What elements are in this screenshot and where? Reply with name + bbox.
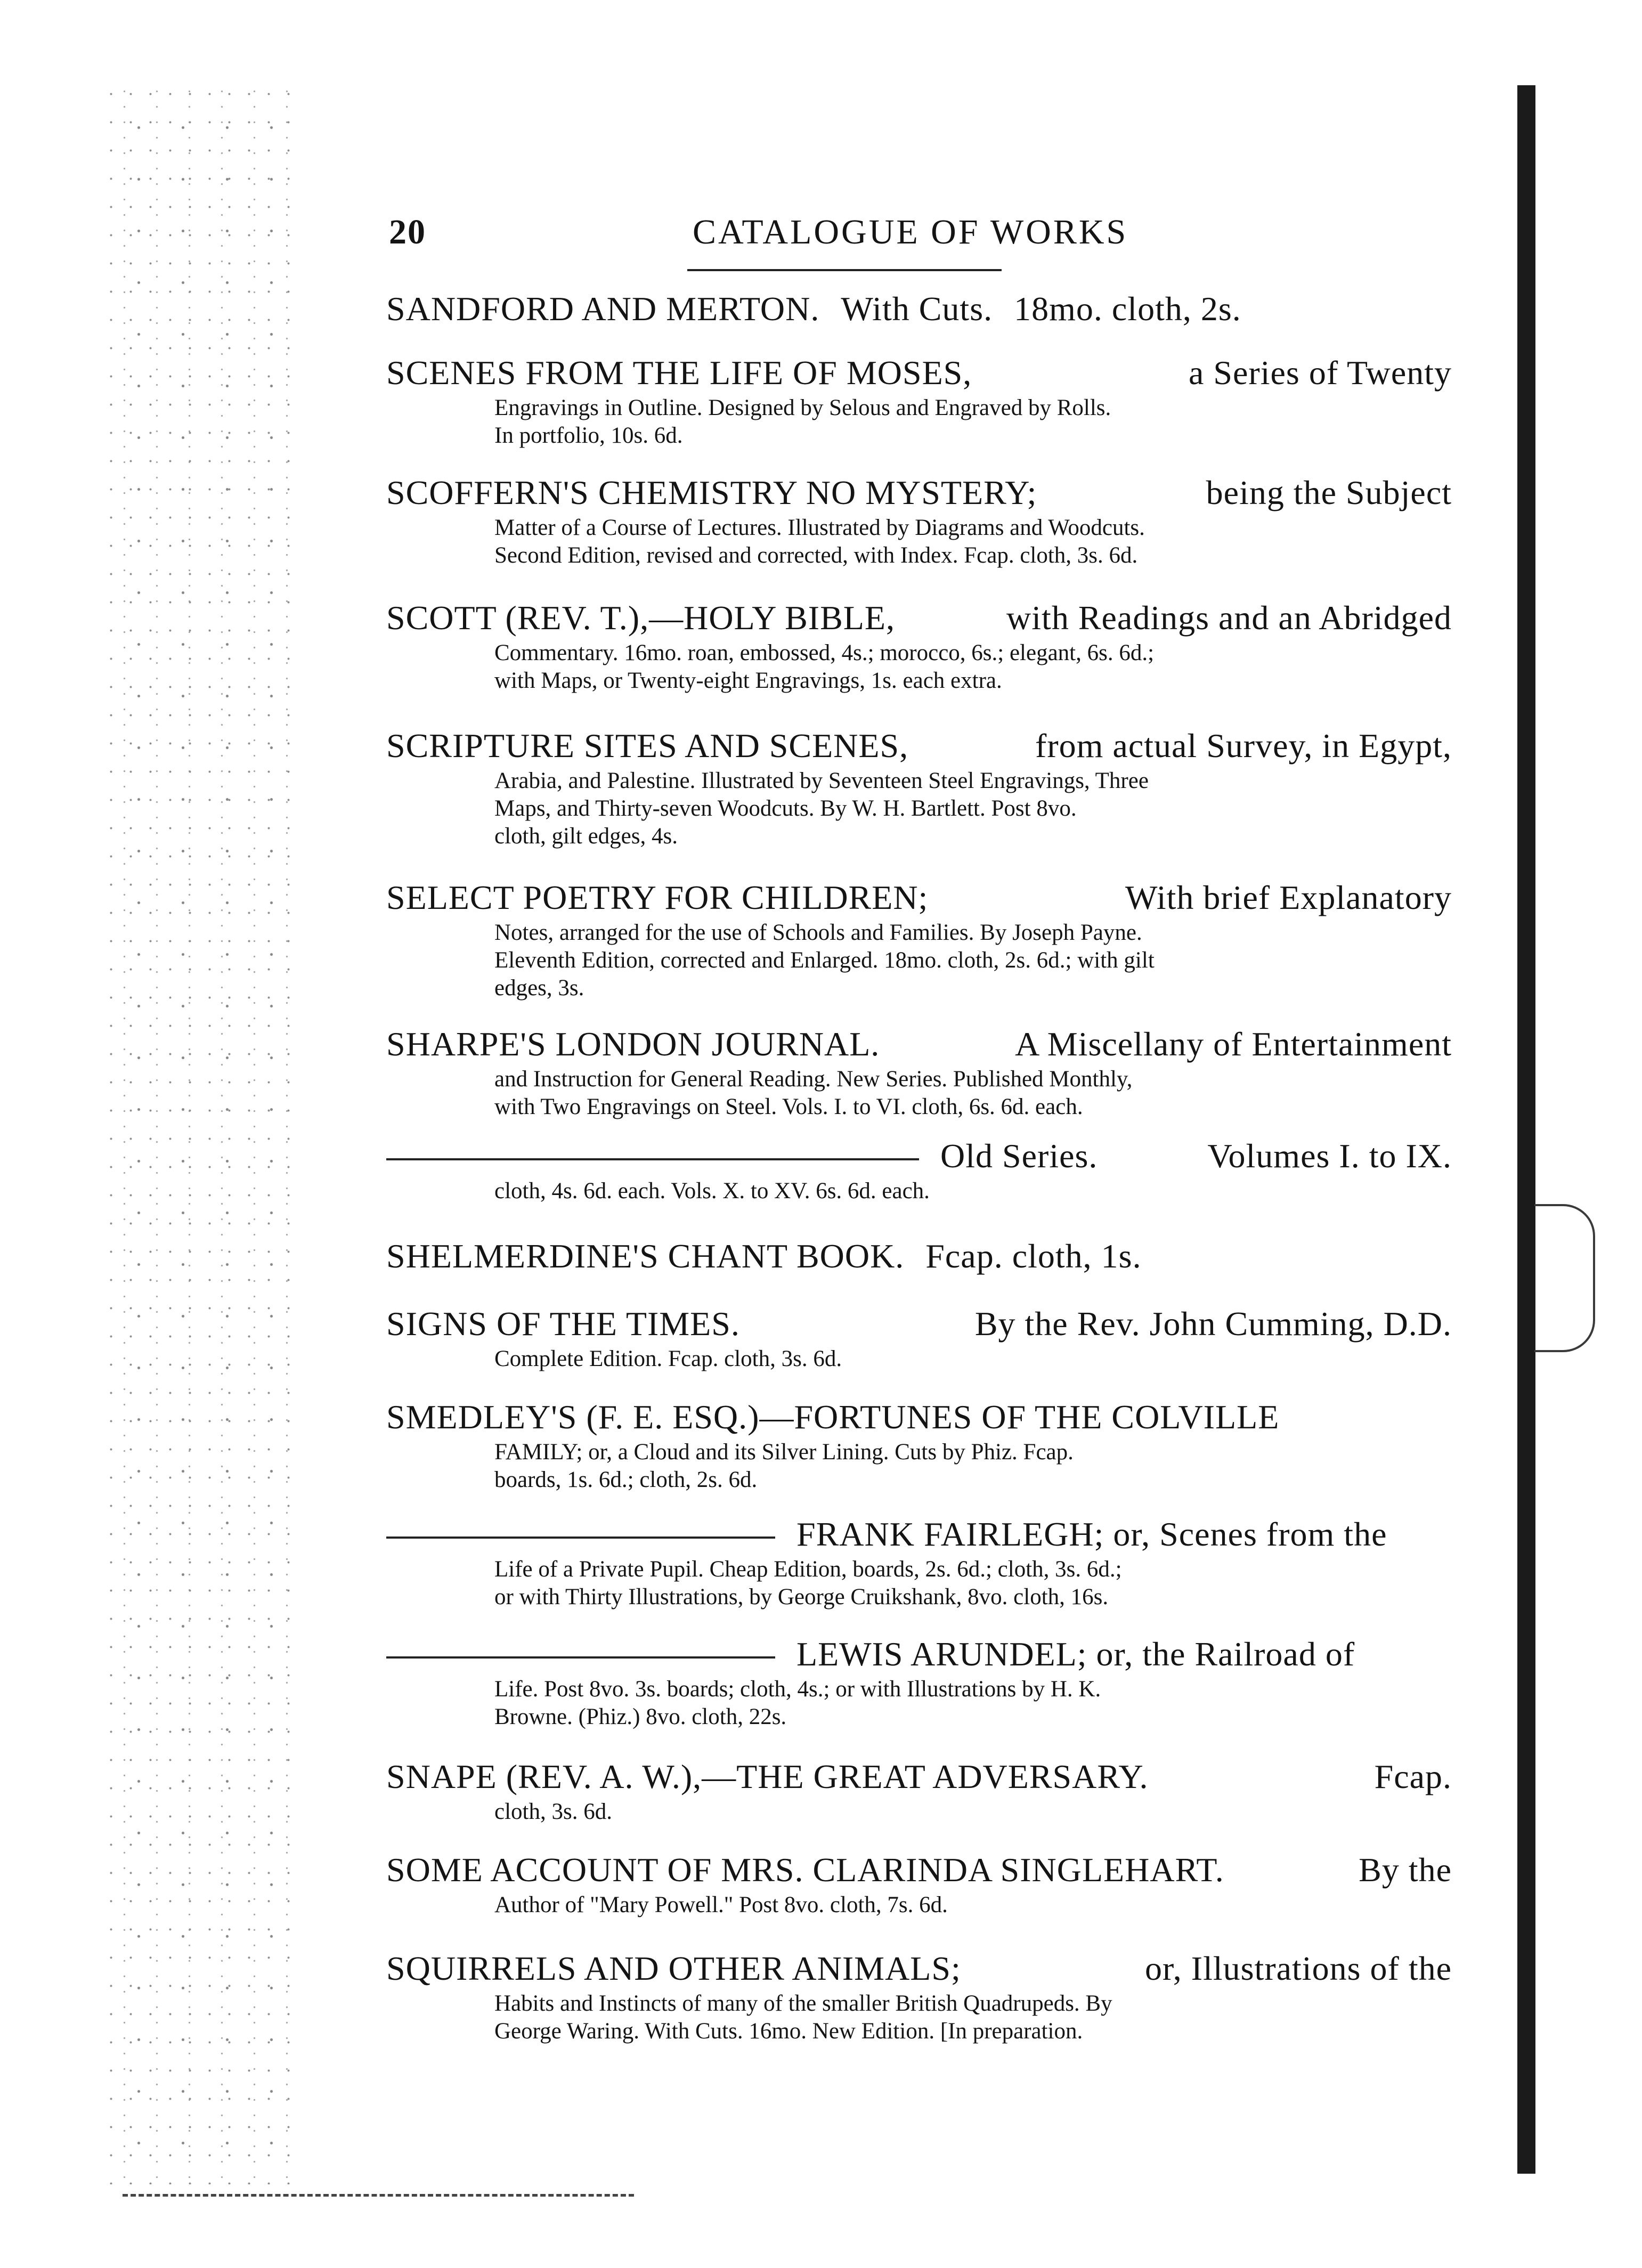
page-header bbox=[389, 212, 1401, 260]
ditto-rule bbox=[386, 1656, 775, 1659]
catalogue-entry bbox=[386, 352, 1452, 450]
entry-title: SELECT POETRY FOR CHILDREN; With brief Explanatory bbox=[386, 879, 1452, 916]
catalogue-entry bbox=[386, 472, 1452, 570]
entry-description: Author of "Mary Powell." Post 8vo. cloth, 7s. 6d. bbox=[494, 1892, 948, 1917]
binding-shadow bbox=[1517, 85, 1535, 2174]
entry-title: SCRIPTURE SITES AND SCENES, from actual Survey, in Egypt, bbox=[386, 727, 1452, 765]
catalogue-entry bbox=[386, 1755, 1452, 1826]
entry-description: cloth, 4s. 6d. each. Vols. X. to XV. 6s. 6d. each. bbox=[494, 1178, 930, 1204]
catalogue-entry bbox=[386, 597, 1452, 695]
entry-description: Life of a Private Pupil. Cheap Edition, boards, 2s. 6d.; cloth, 3s. 6d.; or with Thirty Illustrations, by George Cruikshank, 8vo. cloth, 16s. bbox=[494, 1557, 1122, 1609]
page-fold-mark bbox=[1534, 1204, 1595, 1352]
bottom-dash-artifact bbox=[123, 2194, 634, 2197]
scan-edge-speckles bbox=[101, 80, 304, 2184]
entry-description: Complete Edition. Fcap. cloth, 3s. 6d. bbox=[494, 1346, 842, 1371]
entry-title: SCOTT (REV. T.),—HOLY BIBLE, with Readings and an Abridged bbox=[386, 599, 1452, 637]
entry-title: SCENES FROM THE LIFE OF MOSES, a Series of Twenty bbox=[386, 354, 1452, 392]
entry-description: cloth, 3s. 6d. bbox=[494, 1799, 612, 1824]
ditto-rule bbox=[386, 1537, 775, 1539]
catalogue-entry bbox=[386, 1023, 1452, 1121]
entry-title: SMEDLEY'S (F. E. ESQ.)—FORTUNES OF THE COLVILLE bbox=[386, 1398, 1280, 1436]
page-number: 20 bbox=[389, 213, 426, 251]
catalogue-entry bbox=[386, 1235, 1452, 1278]
catalogue-entry bbox=[386, 288, 1452, 330]
catalogue-entry bbox=[386, 1303, 1452, 1373]
entry-title: SOME ACCOUNT OF MRS. CLARINDA SINGLEHART. By the bbox=[386, 1851, 1452, 1889]
entry-description: Life. Post 8vo. 3s. boards; cloth, 4s.; or with Illustrations by H. K. Browne. (Phiz.) 8vo. cloth, 22s. bbox=[494, 1677, 1101, 1729]
catalogue-entry bbox=[386, 1633, 1452, 1731]
entry-description: Habits and Instincts of many of the smaller British Quadrupeds. By George Waring. With Cuts. 16mo. New Edition. [In preparation. bbox=[494, 1991, 1112, 2044]
entry-description: Commentary. 16mo. roan, embossed, 4s.; morocco, 6s.; elegant, 6s. 6d.; with Maps, or Twenty-eight Engravings, 1s. each extra. bbox=[494, 640, 1155, 693]
entry-title: SHARPE'S LONDON JOURNAL. A Miscellany of Entertainment bbox=[386, 1025, 1452, 1063]
catalogue-entry bbox=[386, 1513, 1452, 1611]
entry-description: and Instruction for General Reading. New Series. Published Monthly, with Two Engravings on Steel. Vols. I. to VI. cloth, 6s. 6d. each. bbox=[494, 1067, 1133, 1119]
catalogue-entry bbox=[386, 1947, 1452, 2045]
ditto-rule bbox=[386, 1158, 919, 1160]
entry-description: Matter of a Course of Lectures. Illustrated by Diagrams and Woodcuts. Second Edition, revised and corrected, with Index. Fcap. cloth, 3s. 6d. bbox=[494, 515, 1145, 568]
catalogue-entry bbox=[386, 1135, 1452, 1205]
catalogue-entry bbox=[386, 1849, 1452, 1919]
entry-title: SQUIRRELS AND OTHER ANIMALS; or, Illustrations of the bbox=[386, 1949, 1452, 1987]
entry-title: SHELMERDINE'S CHANT BOOK. Fcap. cloth, 1s. bbox=[386, 1237, 1142, 1275]
entry-title: LEWIS ARUNDEL; or, the Railroad of bbox=[386, 1633, 1452, 1676]
entry-description: Engravings in Outline. Designed by Selous and Engraved by Rolls. In portfolio, 10s. 6d. bbox=[494, 395, 1111, 448]
entry-title: FRANK FAIRLEGH; or, Scenes from the bbox=[386, 1513, 1452, 1556]
entry-title: SNAPE (REV. A. W.),—THE GREAT ADVERSARY. Fcap. bbox=[386, 1758, 1452, 1795]
header-rule bbox=[687, 269, 1002, 271]
entry-description: Arabia, and Palestine. Illustrated by Seventeen Steel Engravings, Three Maps, and Thirty-seven Woodcuts. By W. H. Bartlett. Post 8vo. cloth, gilt edges, 4s. bbox=[494, 768, 1149, 849]
entry-title: SANDFORD AND MERTON. With Cuts. 18mo. cloth, 2s. bbox=[386, 290, 1241, 328]
catalogue-entry bbox=[386, 876, 1452, 1002]
entry-title: SIGNS OF THE TIMES. By the Rev. John Cumming, D.D. bbox=[386, 1305, 1452, 1343]
entry-title: SCOFFERN'S CHEMISTRY NO MYSTERY; being the Subject bbox=[386, 474, 1452, 511]
entry-description: Notes, arranged for the use of Schools and Families. By Joseph Payne. Eleventh Edition, corrected and Enlarged. 18mo. cloth, 2s. 6d.; with gilt edges, 3s. bbox=[494, 920, 1155, 1001]
entry-description: FAMILY; or, a Cloud and its Silver Lining. Cuts by Phiz. Fcap. boards, 1s. 6d.; cloth, 2s. 6d. bbox=[494, 1440, 1074, 1492]
entry-title: Old Series. Volumes I. to IX. bbox=[386, 1135, 1452, 1177]
catalogue-entry bbox=[386, 725, 1452, 850]
catalogue-entry bbox=[386, 1396, 1452, 1494]
running-title: CATALOGUE OF WORKS bbox=[693, 213, 1128, 251]
